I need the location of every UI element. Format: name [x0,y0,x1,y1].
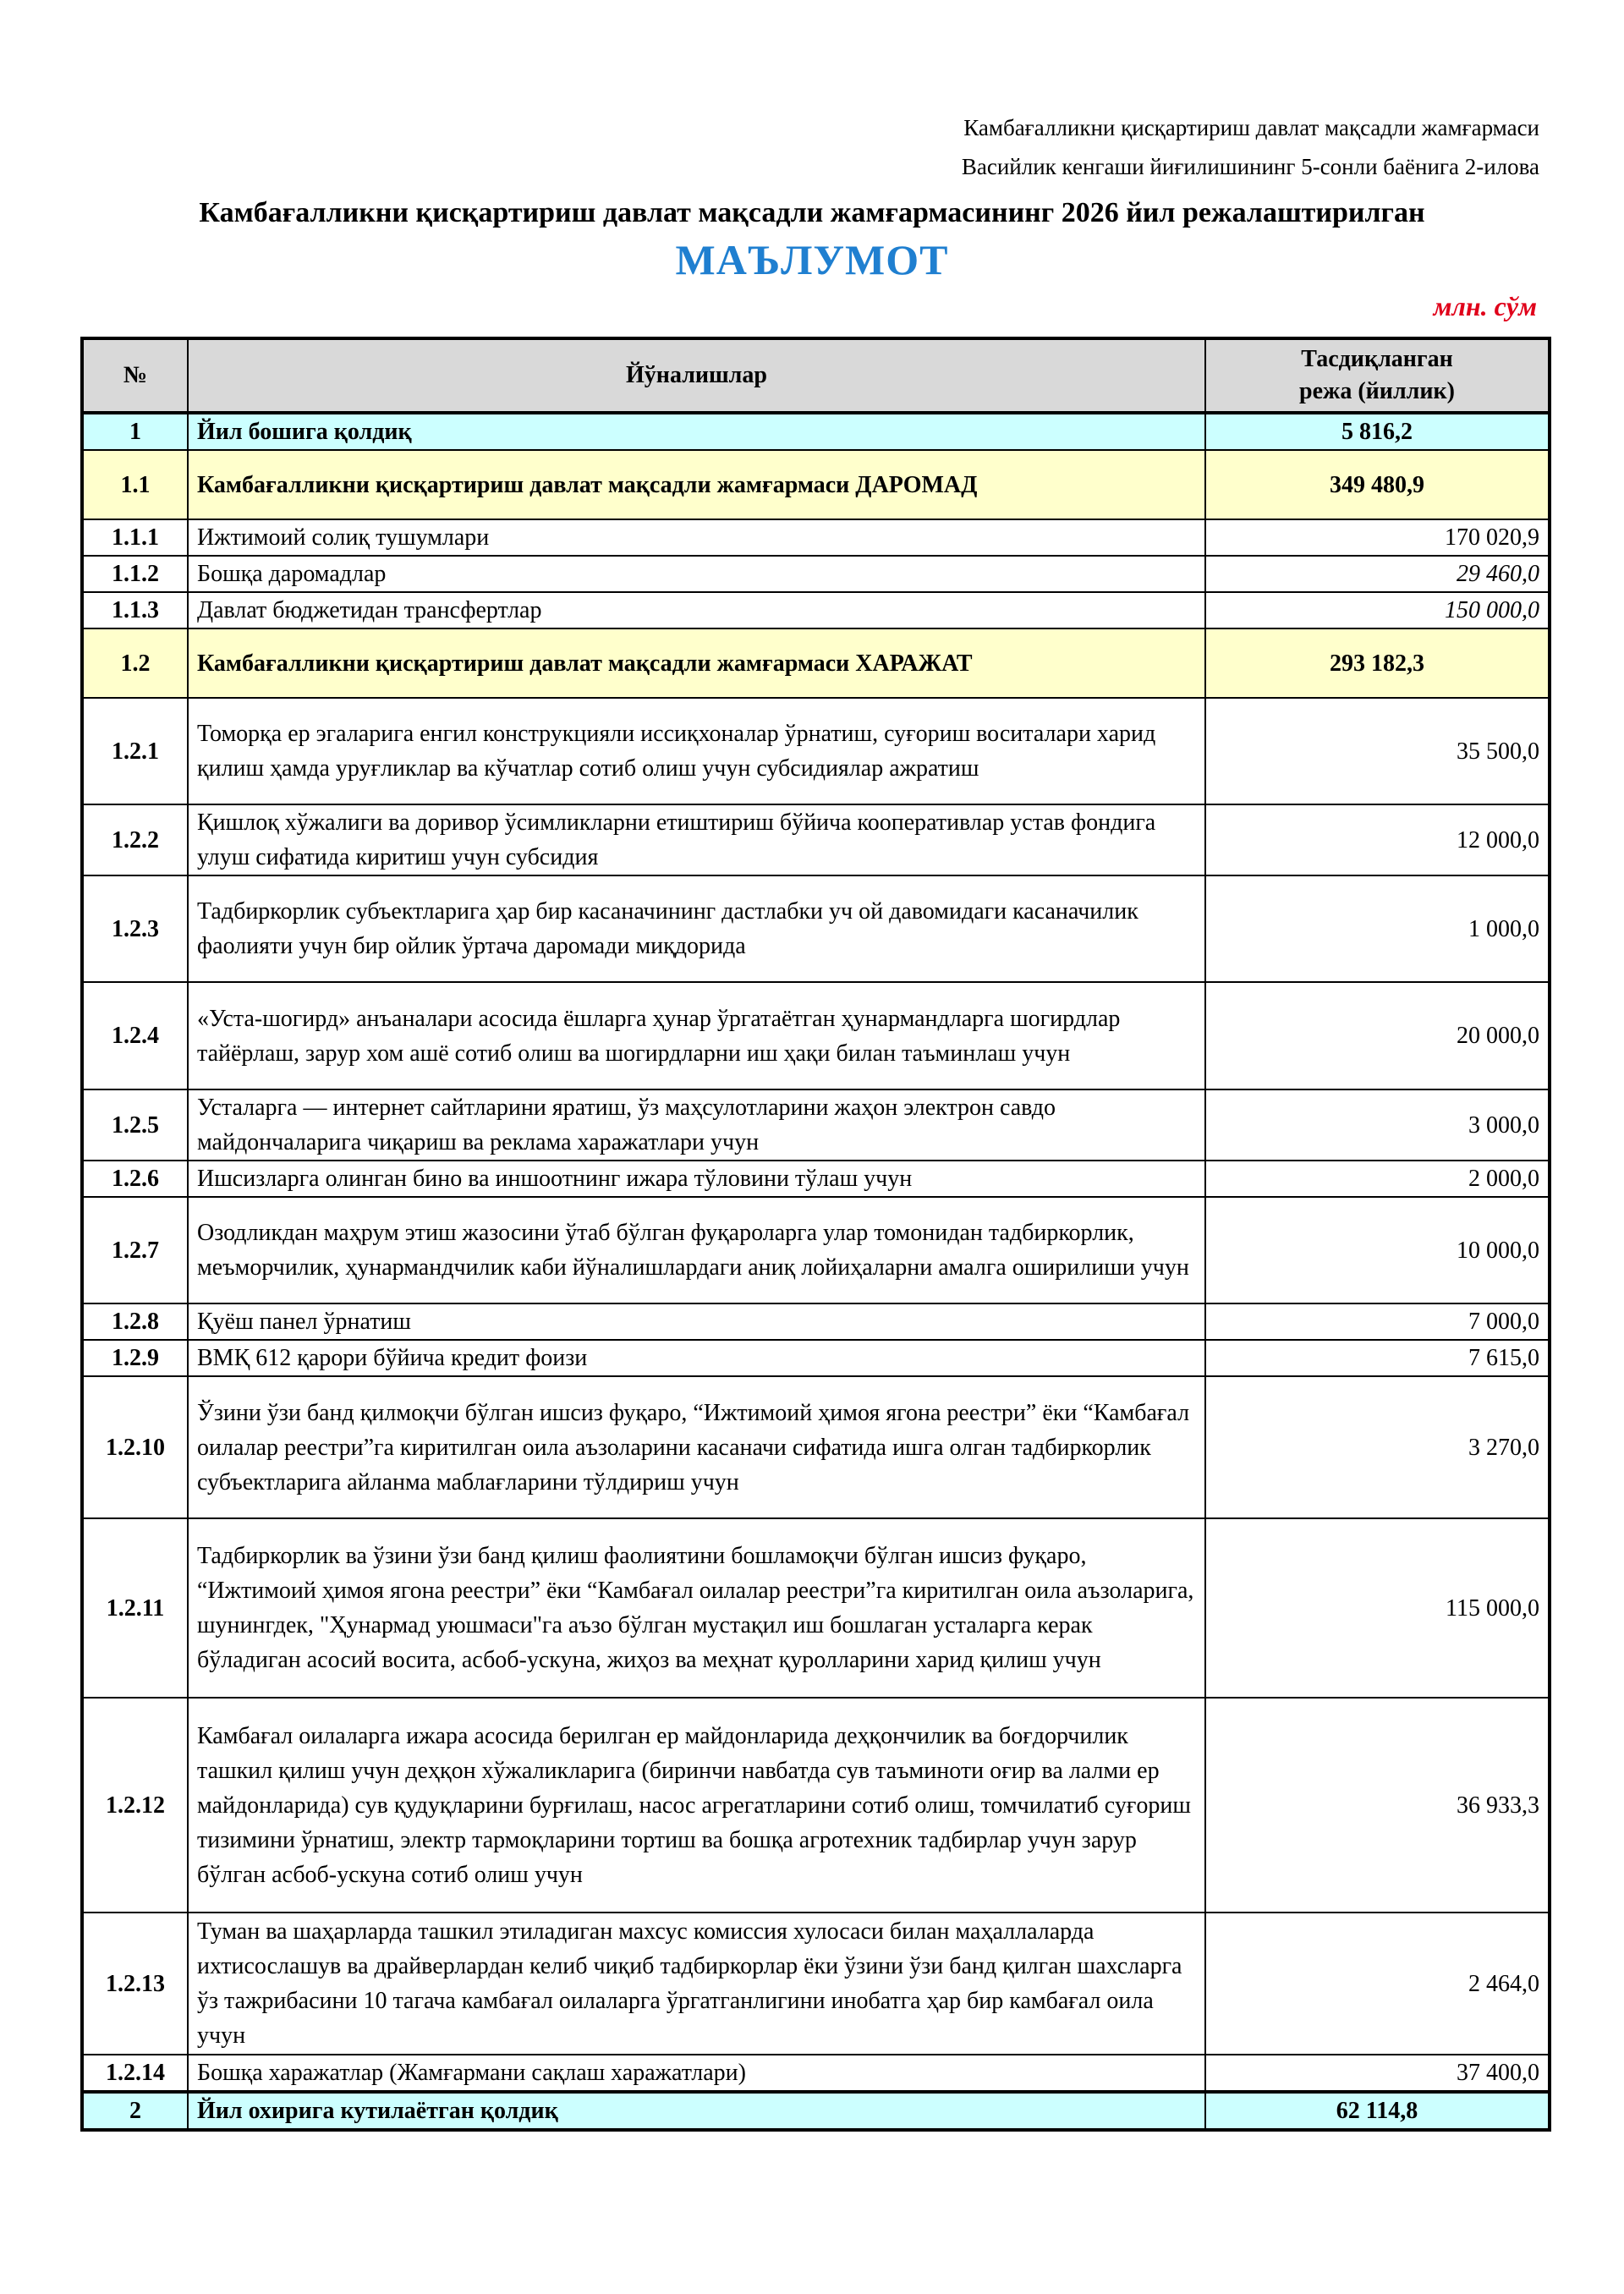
document-title: Камбағалликни қисқартириш давлат мақсадли жамғармасининг 2026 йил режалаштирилган [199,197,1425,228]
table-row [82,519,1550,556]
table-row [82,698,1550,804]
unit-label: млн. сўм [1433,291,1537,321]
header-number: № [82,338,188,413]
row-text: Тадбиркорлик субъектларига ҳар бир касаначининг дастлабки уч ой давомидаги касаначилик фаолияти учун бир ойлик ўртача даромади миқдорида [188,875,1205,982]
row-number: 1.2.8 [82,1303,188,1340]
row-text: Ўзини ўзи банд қилмоқчи бўлган ишсиз фуқаро, “Ижтимоий ҳимоя ягона реестри” ёки “Камбағал оилалар реестри”га киритилган оила аъзоларини касаначи сифатида ишга олган тадбиркорлик субъектларига айланма маблағларини тўлдириш учун [188,1376,1205,1518]
table-row [82,1376,1550,1518]
row-value: 62 114,8 [1205,2092,1550,2130]
row-text: Усталарга — интернет сайтларини яратиш, ўз маҳсулотларини жаҳон электрон савдо майдончаларига чиқариш ва реклама харажатлари учун [188,1089,1205,1161]
table-row [82,1698,1550,1913]
row-text: Камбағалликни қисқартириш давлат мақсадли жамғармаси ХАРАЖАТ [188,628,1205,698]
row-value: 293 182,3 [1205,628,1550,698]
row-text: Озодликдан маҳрум этиш жазосини ўтаб бўлган фуқароларга улар томонидан тадбиркорлик, меъморчилик, ҳунармандчилик каби йўналишлардаги аниқ лойиҳаларни амалга оширилиши учун [188,1197,1205,1303]
row-number: 1.2.4 [82,982,188,1089]
row-number: 1.1.1 [82,519,188,556]
row-text: Камбағал оилаларга ижара асосида берилган ер майдонларида деҳқончилик ва боғдорчилик ташкил қилиш учун деҳқон хўжаликларига (биринчи навбатда сув таъминоти оғир ва лалми ер майдонларида) сув қудуқларини бурғилаш, насос агрегатларини сотиб олиш, томчилатиб суғориш тизимини ўрнатиш, электр тармоқларини тортиш ва бошқа агротехник тадбирлар учун зарур бўлган асбоб-ускуна сотиб олиш учун [188,1698,1205,1913]
row-text: Давлат бюджетидан трансфертлар [188,592,1205,628]
header-approved-line-2: режа (йиллик) [1299,378,1455,404]
row-number: 1.2.10 [82,1376,188,1518]
table-row [82,1089,1550,1161]
table-header-row [82,338,1550,413]
row-number: 1.2.9 [82,1340,188,1376]
row-number: 1 [82,413,188,450]
table-row [82,875,1550,982]
row-value: 1 000,0 [1205,875,1550,982]
row-text: Қишлоқ хўжалиги ва доривор ўсимликларни етиштириш бўйича кооперативлар устав фондига улуш сифатида киритиш учун субсидия [188,804,1205,875]
table-row [82,2055,1550,2092]
table-row [82,1518,1550,1698]
document-heading: МАЪЛУМОТ [675,236,949,283]
row-value: 35 500,0 [1205,698,1550,804]
table-row [82,1161,1550,1197]
row-text: «Уста-шогирд» анъаналари асосида ёшларга ҳунар ўргатаётган ҳунармандларга шогирдлар тайёрлаш, зарур хом ашё сотиб олиш ва шогирдларни иш ҳақи билан таъминлаш учун [188,982,1205,1089]
row-value: 36 933,3 [1205,1698,1550,1913]
row-text: Ижтимоий солиқ тушумлари [188,519,1205,556]
table-row [82,1197,1550,1303]
row-value: 3 270,0 [1205,1376,1550,1518]
row-text: Бошқа даромадлар [188,556,1205,592]
row-number: 1.2.13 [82,1913,188,2055]
row-value: 7 000,0 [1205,1303,1550,1340]
annex-line-1: Камбағалликни қисқартириш давлат мақсадли жамғармаси [963,115,1539,140]
row-text: Камбағалликни қисқартириш давлат мақсадли жамғармаси ДАРОМАД [188,450,1205,519]
table-row [82,1913,1550,2055]
table-row [82,628,1550,698]
row-number: 1.2.12 [82,1698,188,1913]
row-value: 37 400,0 [1205,2055,1550,2092]
table-row [82,2092,1550,2130]
row-text: Бошқа харажатлар (Жамғармани сақлаш харажатлари) [188,2055,1205,2092]
row-text: Қуёш панел ўрнатиш [188,1303,1205,1340]
row-value: 150 000,0 [1205,592,1550,628]
row-text: ВМҚ 612 қарори бўйича кредит фоизи [188,1340,1205,1376]
table-row [82,982,1550,1089]
row-number: 2 [82,2092,188,2130]
row-number: 1.1 [82,450,188,519]
row-text: Ишсизларга олинган бино ва иншоотнинг ижара тўловини тўлаш учун [188,1161,1205,1197]
row-number: 1.2.14 [82,2055,188,2092]
row-value: 20 000,0 [1205,982,1550,1089]
table-row [82,1340,1550,1376]
table-row [82,592,1550,628]
header-approved-line-1: Тасдиқланган [1301,346,1453,372]
row-value: 7 615,0 [1205,1340,1550,1376]
row-value: 2 464,0 [1205,1913,1550,2055]
header-direction: Йўналишлар [188,338,1205,413]
annex-note [962,108,1539,186]
header-approved-plan [1205,338,1550,413]
row-number: 1.2.6 [82,1161,188,1197]
row-number: 1.2.5 [82,1089,188,1161]
row-text: Йил бошига қолдиқ [188,413,1205,450]
row-value: 5 816,2 [1205,413,1550,450]
row-number: 1.2.3 [82,875,188,982]
row-value: 12 000,0 [1205,804,1550,875]
row-value: 10 000,0 [1205,1197,1550,1303]
row-number: 1.2.7 [82,1197,188,1303]
row-value: 29 460,0 [1205,556,1550,592]
row-value: 115 000,0 [1205,1518,1550,1698]
table-row [82,804,1550,875]
row-number: 1.1.3 [82,592,188,628]
table-row [82,1303,1550,1340]
row-text: Туман ва шаҳарларда ташкил этиладиган махсус комиссия хулосаси билан маҳаллаларда ихтисослашув ва драйверлардан келиб чиқиб тадбиркорлар ёки ўзини ўзи банд қилган шахсларга ўз тажрибасини 10 тагача камбағал оилаларга ўргатганлигини инобатга ҳар бир камбағал оила учун [188,1913,1205,2055]
row-number: 1.1.2 [82,556,188,592]
row-number: 1.2.1 [82,698,188,804]
row-text: Тадбиркорлик ва ўзини ўзи банд қилиш фаолиятини бошламоқчи бўлган ишсиз фуқаро, “Ижтимоий ҳимоя ягона реестри” ёки “Камбағал оилалар реестри”га киритилган оила аъзоларига, шунингдек, "Ҳунармад уюшмаси"га аъзо бўлган мустақил иш бошлаган усталарга керак бўладиган асосий восита, асбоб-ускуна, жиҳоз ва меҳнат қуролларини харид қилиш учун [188,1518,1205,1698]
row-text: Томорқа ер эгаларига енгил конструкцияли иссиқхоналар ўрнатиш, суғориш воситалари харид қилиш ҳамда уруғликлар ва кўчатлар сотиб олиш учун субсидиялар ажратиш [188,698,1205,804]
row-value: 349 480,9 [1205,450,1550,519]
table-row [82,413,1550,450]
row-value: 3 000,0 [1205,1089,1550,1161]
row-value: 170 020,9 [1205,519,1550,556]
row-number: 1.2.11 [82,1518,188,1698]
table-row [82,450,1550,519]
annex-line-2: Васийлик кенгаши йиғилишининг 5-сонли баёнига 2-илова [961,154,1539,179]
row-value: 2 000,0 [1205,1161,1550,1197]
row-number: 1.2 [82,628,188,698]
budget-table [80,337,1551,2132]
row-text: Йил охирига кутилаётган қолдиқ [188,2092,1205,2130]
row-number: 1.2.2 [82,804,188,875]
table-row [82,556,1550,592]
